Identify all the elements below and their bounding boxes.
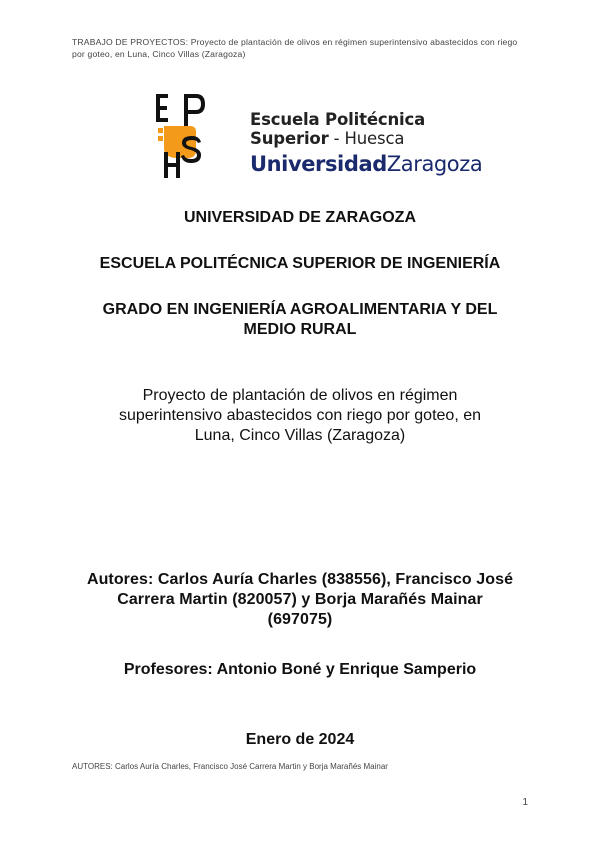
logo-universidad: Universidad [250,152,387,176]
eps-h-logo-icon [156,92,212,178]
university-name: UNIVERSIDAD DE ZARAGOZA [183,209,416,226]
eps-logo [156,92,483,182]
logo-line-school: Escuela Politécnica [250,110,426,129]
date: Enero de 2024 [245,731,355,748]
logo-line-university [250,152,483,176]
logo-superior: Superior [250,129,329,148]
professors: Profesores: Antonio Boné y Enrique Samperio [123,661,477,678]
logo-zaragoza: Zaragoza [386,152,483,176]
title-line-3: Luna, Cinco Villas (Zaragoza) [194,427,406,444]
degree-line-2: MEDIO RURAL [243,321,357,338]
authors-line-1: Autores: Carlos Auría Charles (838556), Francisco José [86,571,514,588]
project-title [60,386,540,446]
authors-line-3: (697075) [267,611,333,628]
title-line-1: Proyecto de plantación de olivos en régimen [142,387,458,404]
footer-authors: AUTORES: Carlos Auría Charles, Francisco José Carrera Martin y Borja Marañés Mainar [72,762,388,771]
authors-line-2: Carrera Martin (820057) y Borja Marañés Mainar [117,591,483,608]
degree-name [60,300,540,340]
running-header: TRABAJO DE PROYECTOS: Proyecto de plantación de olivos en régimen superintensivo abastecidos con riego por goteo, en Luna, Cinco Villas (Zaragoza) [72,37,518,59]
degree-line-1: GRADO EN INGENIERÍA AGROALIMENTARIA Y DEL [102,301,498,318]
page-number: 1 [522,797,528,808]
logo-huesca: - Huesca [328,129,405,148]
eps-logo-text [250,110,483,176]
authors-block [60,570,540,630]
title-line-2: superintensivo abastecidos con riego por goteo, en [118,407,481,424]
school-name: ESCUELA POLITÉCNICA SUPERIOR DE INGENIERÍA [99,255,501,272]
logo-line-location [250,129,480,148]
